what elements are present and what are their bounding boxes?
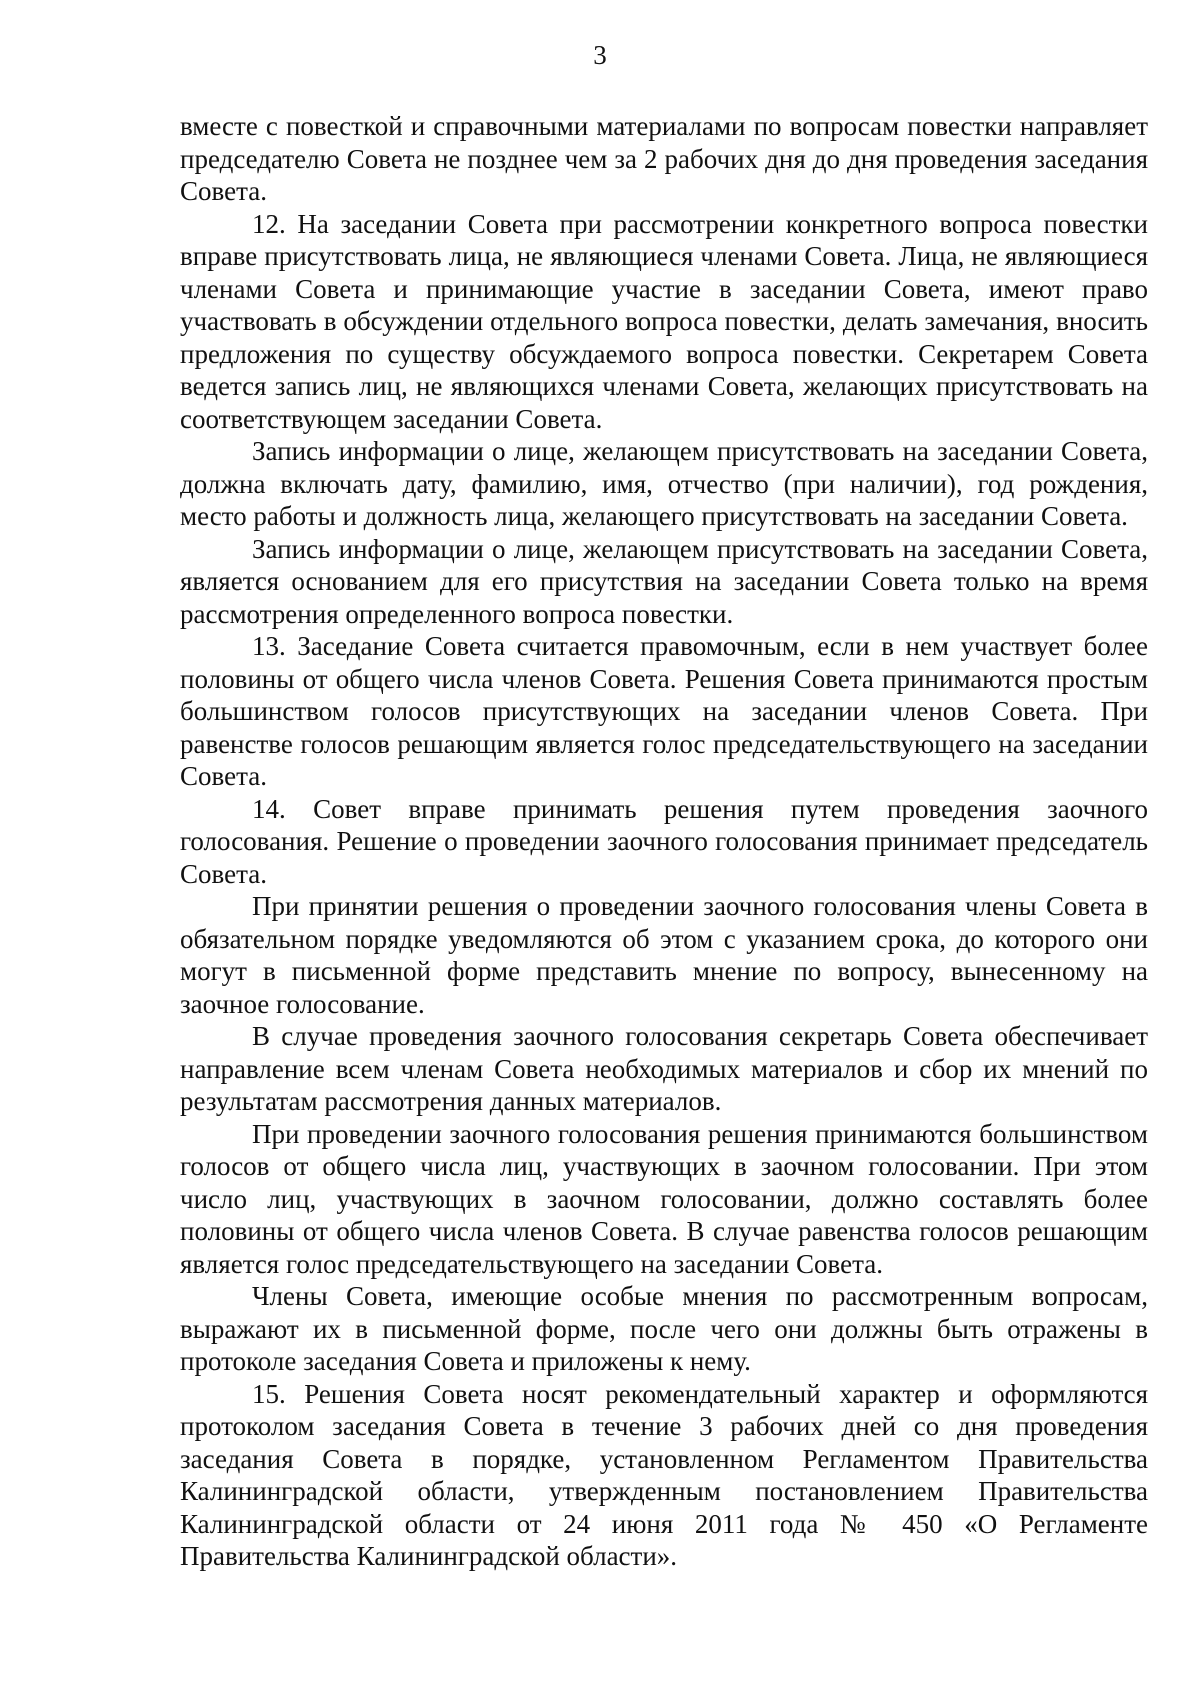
paragraph-item-14: 14. Совет вправе принимать решения путем проведения заочного голосования. Решение о проведении заочного голосования принимает председатель Совета. xyxy=(180,793,1148,889)
paragraph-item-15: 15. Решения Совета носят рекомендательный характер и оформляются протоколом заседания Совета в течение 3 рабочих дней со дня проведения заседания Совета в порядке, установленном Регламентом Правительства Калининградской области, утвержденным постановлением Правительства Калининградской области от 24 июня 2011 года № 450 «О Регламенте Правительства Калининградской области». xyxy=(180,1378,1148,1571)
paragraph-record-basis: Запись информации о лице, желающем присутствовать на заседании Совета, является основанием для его присутствия на заседании Совета только на время рассмотрения определенного вопроса повестки. xyxy=(180,533,1148,629)
paragraph-item-13: 13. Заседание Совета считается правомочным, если в нем участвует более половины от общего числа членов Совета. Решения Совета принимаются простым большинством голосов присутствующих на заседании членов Совета. При равенстве голосов решающим является голос председательствующего на заседании Совета. xyxy=(180,631,1148,791)
page-number: 3 xyxy=(593,40,607,70)
paragraph-continuation: вместе с повесткой и справочными материалами по вопросам повестки направляет председателю Совета не позднее чем за 2 рабочих дня до дня проведения заседания Совета. xyxy=(180,111,1148,206)
paragraph-absentee-materials: В случае проведения заочного голосования секретарь Совета обеспечивает направление всем членам Совета необходимых материалов и сбор их мнений по результатам рассмотрения данных материалов. xyxy=(180,1021,1148,1116)
paragraph-absentee-notice: При принятии решения о проведении заочного голосования члены Совета в обязательном порядке уведомляются об этом с указанием срока, до которого они могут в письменной форме представить мнение по вопросу, вынесенному на заочное голосование. xyxy=(180,891,1148,1019)
paragraph-absentee-decisions: При проведении заочного голосования решения принимаются большинством голосов от общего числа лиц, участвующих в заочном голосовании. При этом число лиц, участвующих в заочном голосовании, должно составлять более половины от общего числа членов Совета. В случае равенства голосов решающим является голос председательствующего на заседании Совета. xyxy=(180,1118,1148,1279)
paragraph-special-opinions: Члены Совета, имеющие особые мнения по рассмотренным вопросам, выражают их в письменной форме, после чего они должны быть отражены в протоколе заседания Совета и приложены к нему. xyxy=(180,1281,1148,1376)
paragraph-item-12: 12. На заседании Совета при рассмотрении конкретного вопроса повестки вправе присутствовать лица, не являющиеся членами Совета. Лица, не являющиеся членами Совета и принимающие участие в заседании Совета, имеют право участвовать в обсуждении отдельного вопроса повестки, делать замечания, вносить предложения по существу обсуждаемого вопроса повестки. Секретарем Совета ведется запись лиц, не являющихся членами Совета, желающих присутствовать на соответствующем заседании Совета. xyxy=(180,208,1148,434)
document-body xyxy=(180,110,1148,1573)
paragraph-record-contents: Запись информации о лице, желающем присутствовать на заседании Совета, должна включать дату, фамилию, имя, отчество (при наличии), год рождения, место работы и должность лица, желающего присутствовать на заседании Совета. xyxy=(180,436,1148,531)
